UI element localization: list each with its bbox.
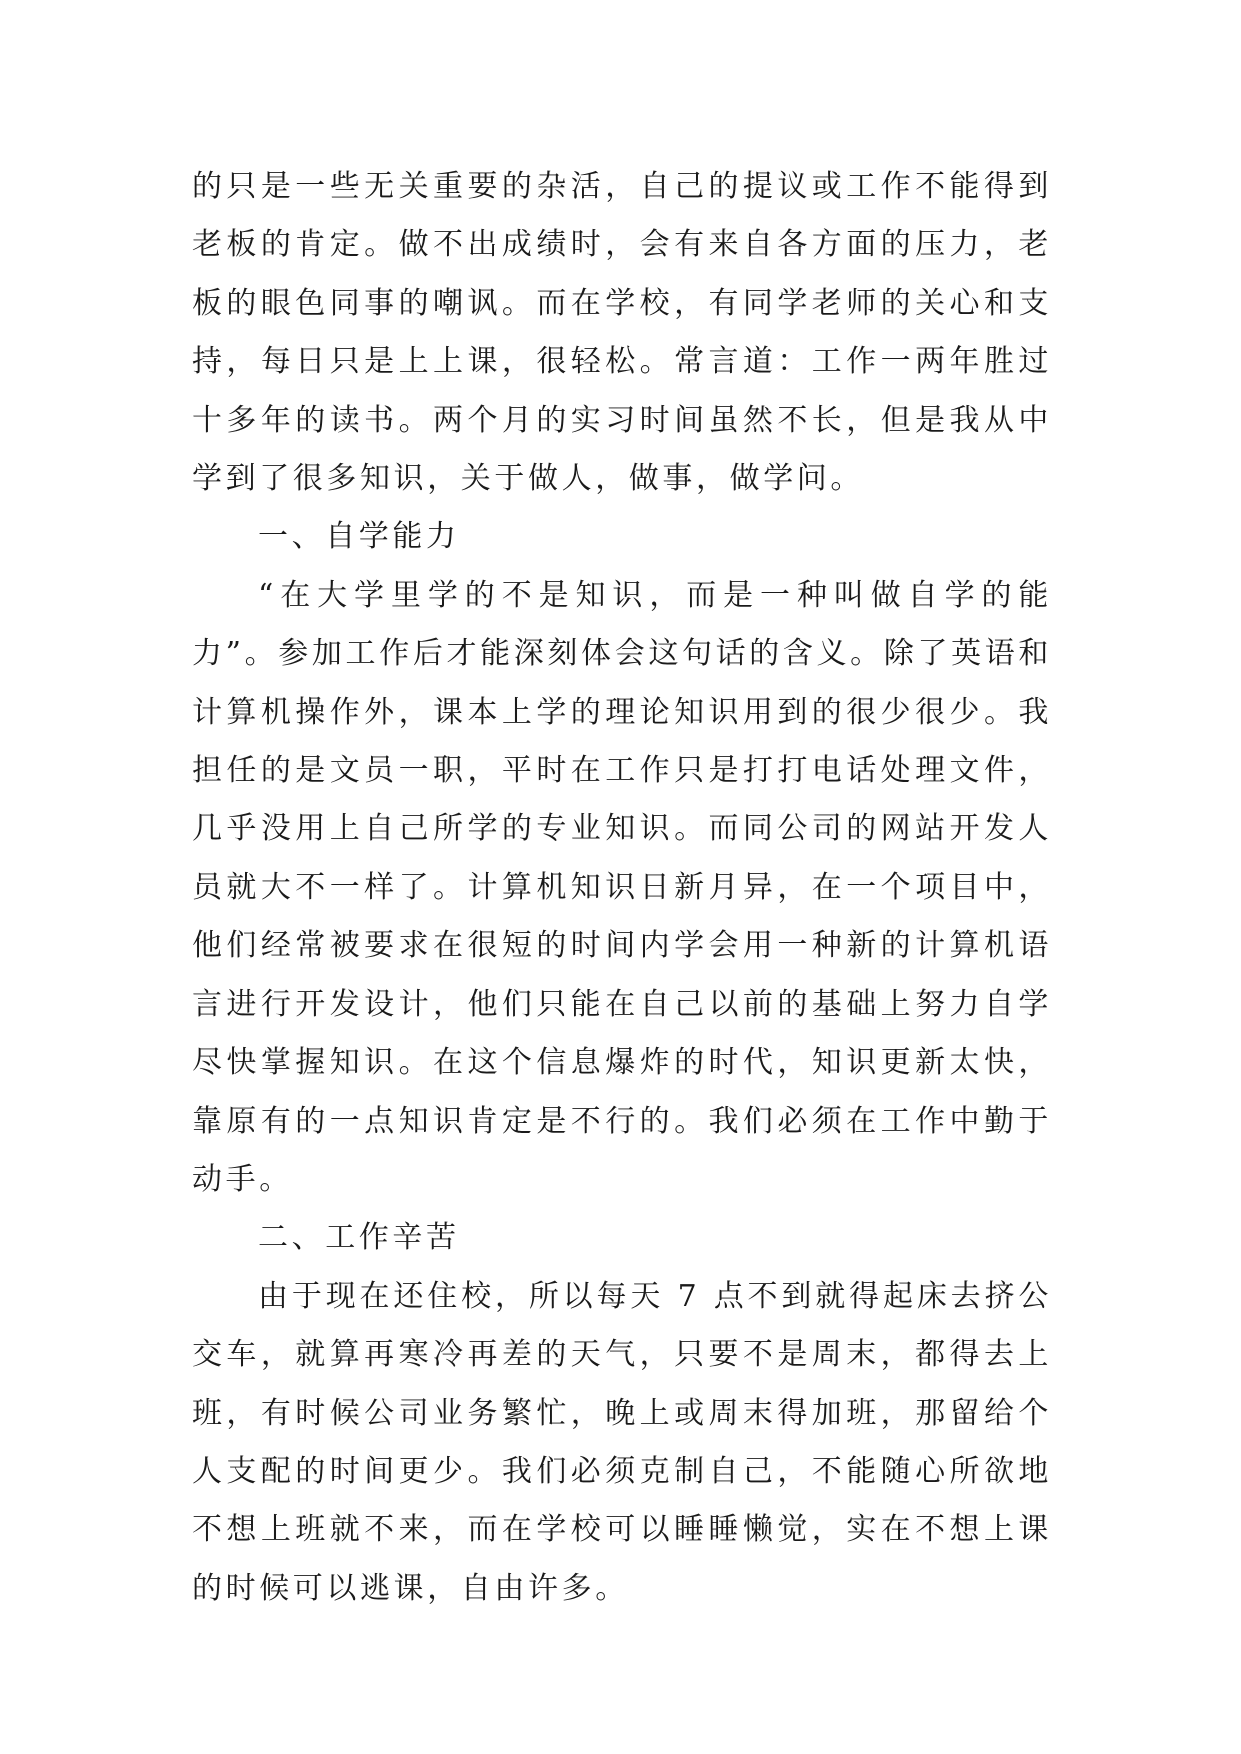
paragraph-self-study: “在大学里学的不是知识，而是一种叫做自学的能力”。参加工作后才能深刻体会这句话的含义。除了英语和计算机操作外，课本上学的理论知识用到的很少很少。我担任的是文员一职，平时在工作只是打打电话处理文件，几乎没用上自己所学的专业知识。而同公司的网站开发人员就大不一样了。计算机知识日新月异，在一个项目中，他们经常被要求在很短的时间内学会用一种新的计算机语言进行开发设计，他们只能在自己以前的基础上努力自学尽快掌握知识。在这个信息爆炸的时代，知识更新太快，靠原有的一点知识肯定是不行的。我们必须在工作中勤于动手。 — [192, 577, 1052, 1197]
paragraph-hard-work: 由于现在还住校，所以每天 7 点不到就得起床去挤公交车，就算再寒冷再差的天气，只要不是周末，都得去上班，有时候公司业务繁忙，晚上或周末得加班，那留给个人支配的时间更少。我们必须克制自己，不能随心所欲地不想上班就不来，而在学校可以睡睡懒觉，实在不想上课的时候可以逃课，自由许多。 — [192, 1278, 1052, 1606]
document-body — [192, 158, 1052, 1618]
section-heading-self-study: 一、自学能力 — [258, 519, 460, 555]
section-heading-hard-work: 二、工作辛苦 — [258, 1220, 460, 1256]
paragraph-intro-continued: 的只是一些无关重要的杂活，自己的提议或工作不能得到老板的肯定。做不出成绩时，会有来自各方面的压力，老板的眼色同事的嘲讽。而在学校，有同学老师的关心和支持，每日只是上上课，很轻松。常言道：工作一两年胜过十多年的读书。两个月的实习时间虽然不长，但是我从中学到了很多知识，关于做人，做事，做学问。 — [192, 169, 1052, 497]
